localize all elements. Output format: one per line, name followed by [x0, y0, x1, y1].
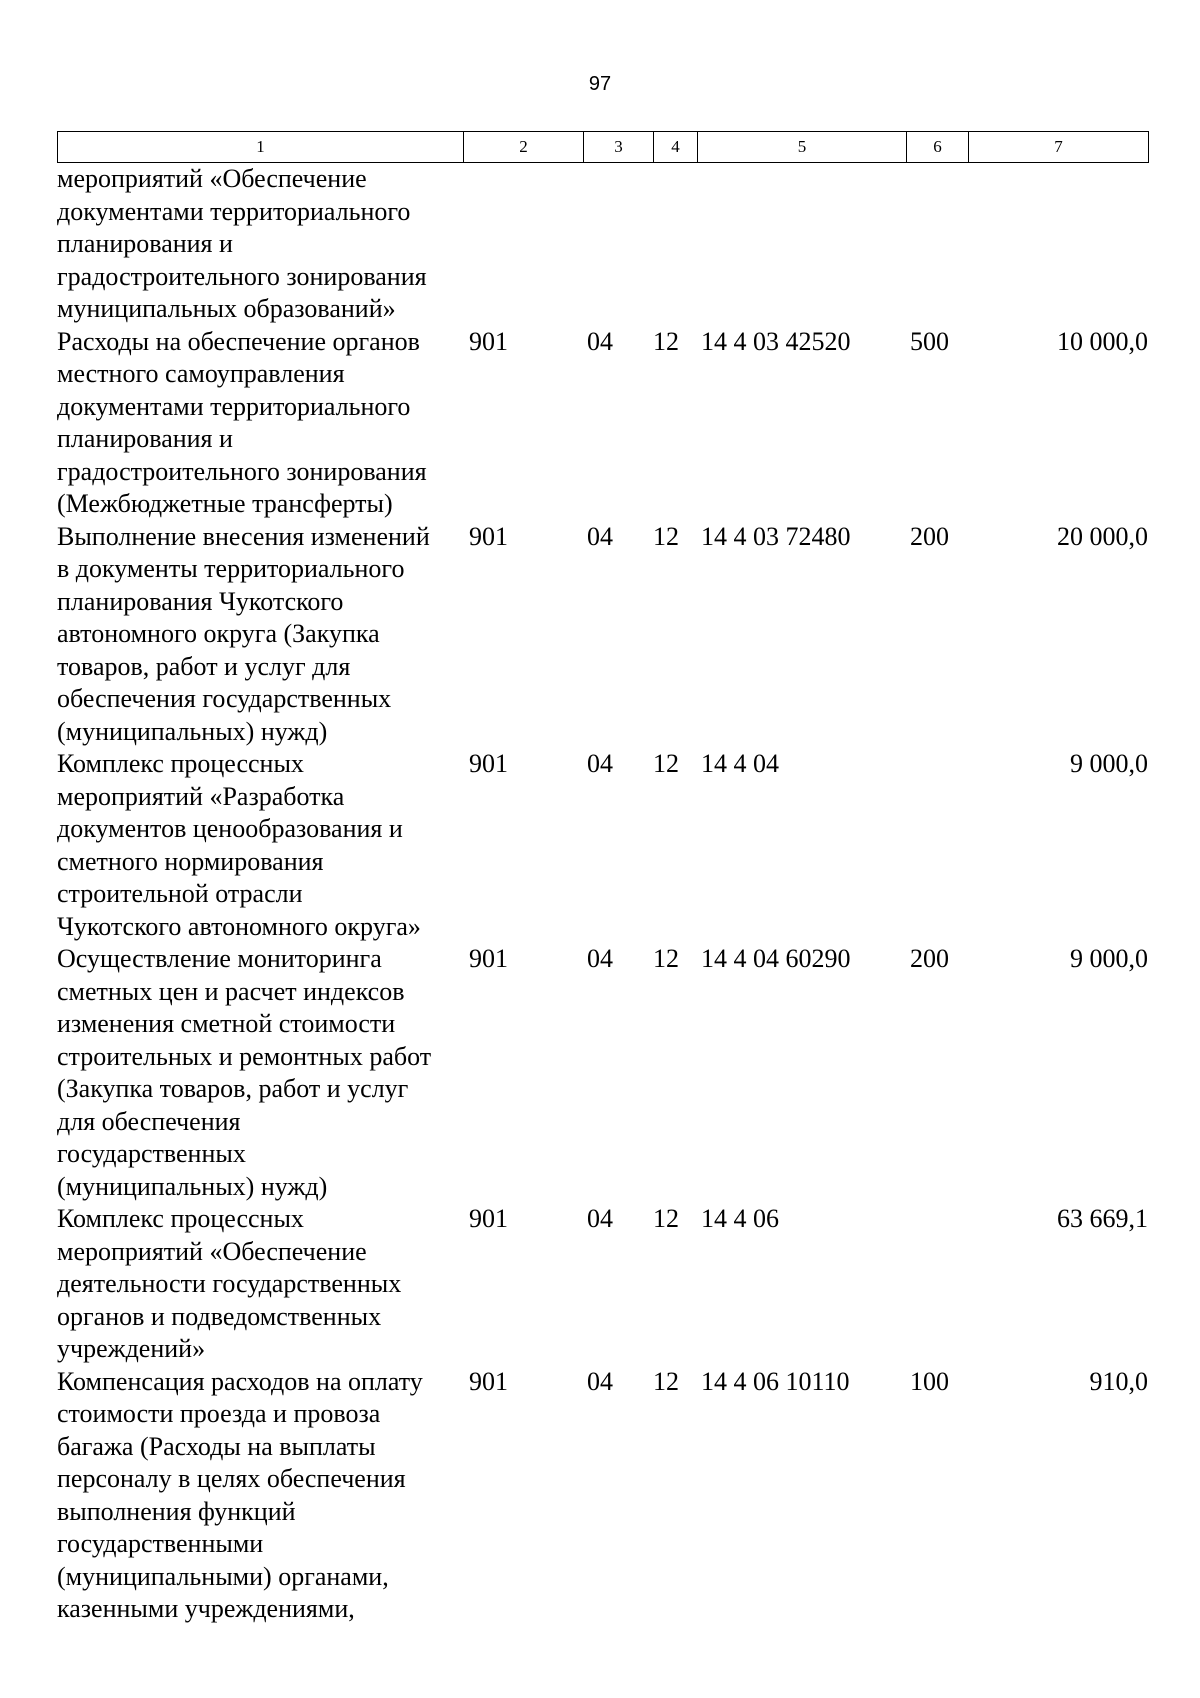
ministry-code: 901 [469, 1204, 508, 1233]
description-line: казенными учреждениями, [57, 1594, 355, 1623]
expense-type-code [906, 163, 968, 326]
target-item-code: 14 4 04 60290 [701, 944, 851, 973]
description-line: документами территориального [57, 196, 411, 226]
column-number: 6 [907, 132, 969, 163]
table-row [57, 1366, 1148, 1626]
description-line: органов и подведомственных [57, 1301, 382, 1331]
amount: 20 000,0 [1057, 521, 1148, 551]
row-description [57, 943, 463, 1203]
target-item-code: 14 4 03 72480 [701, 521, 851, 551]
description-line: планирования и [57, 229, 233, 258]
column-number: 7 [969, 132, 1149, 163]
description-line: стоимости проезда и провоза [57, 1399, 381, 1428]
section-code: 04 [587, 521, 613, 551]
description-line: градостроительного зонирования [57, 261, 427, 291]
table-row [57, 163, 1148, 326]
table-header [57, 131, 1149, 163]
section-code: 04 [587, 1204, 613, 1233]
description-line: муниципальных образований» [57, 294, 396, 323]
description-line: деятельности государственных [57, 1269, 402, 1298]
amount: 9 000,0 [1070, 944, 1148, 973]
section-code [583, 163, 653, 326]
description-line: строительной отрасли [57, 879, 303, 908]
table-row [57, 521, 1148, 749]
description-line: мероприятий «Обеспечение [57, 1236, 367, 1266]
target-item-code: 14 4 06 [701, 1204, 779, 1233]
description-line: Комплекс процессных [57, 749, 304, 778]
budget-table [57, 163, 1148, 1626]
expense-type-code [906, 748, 968, 943]
ministry-code: 901 [469, 521, 508, 551]
description-line: мероприятий «Разработка [57, 781, 345, 811]
subsection-code: 12 [653, 1204, 679, 1233]
description-line: товаров, работ и услуг для [57, 651, 351, 681]
ministry-code: 901 [469, 326, 508, 356]
description-line: Расходы на обеспечение органов [57, 326, 420, 356]
table-row [57, 943, 1148, 1203]
amount: 910,0 [1089, 1366, 1148, 1396]
description-line: планирования и [57, 424, 233, 453]
description-line: выполнения функций [57, 1496, 296, 1526]
section-code: 04 [587, 1366, 613, 1396]
description-line: для обеспечения [57, 1106, 241, 1136]
description-line: сметных цен и расчет индексов [57, 976, 405, 1006]
description-line: Чукотского автономного округа» [57, 911, 421, 941]
description-line: мероприятий «Обеспечение [57, 164, 367, 193]
description-line: документов ценообразования и [57, 814, 403, 843]
amount [968, 163, 1148, 326]
row-description [57, 326, 463, 521]
description-line: документами территориального [57, 391, 411, 421]
section-code: 04 [587, 944, 613, 973]
description-line: (муниципальными) органами, [57, 1561, 389, 1591]
description-line: Осуществление мониторинга [57, 944, 382, 973]
description-line: (Закупка товаров, работ и услуг [57, 1074, 409, 1103]
subsection-code: 12 [653, 1366, 679, 1396]
description-line: изменения сметной стоимости [57, 1009, 396, 1038]
description-line: Выполнение внесения изменений [57, 521, 430, 551]
description-line: учреждений» [57, 1334, 206, 1363]
description-line: государственными [57, 1529, 264, 1558]
target-item-code: 14 4 03 42520 [701, 326, 851, 356]
column-number: 4 [654, 132, 698, 163]
column-number: 5 [698, 132, 907, 163]
amount: 10 000,0 [1057, 326, 1148, 356]
ministry-code: 901 [469, 944, 508, 973]
section-code: 04 [587, 326, 613, 356]
target-item-code [697, 163, 906, 326]
description-line: в документы территориального [57, 554, 405, 583]
expense-type-code [906, 1203, 968, 1366]
description-line: Комплекс процессных [57, 1204, 304, 1233]
column-number: 1 [58, 132, 464, 163]
description-line: багажа (Расходы на выплаты [57, 1431, 376, 1461]
description-line: сметного нормирования [57, 846, 324, 876]
ministry-code: 901 [469, 1366, 508, 1396]
expense-type-code: 100 [910, 1366, 949, 1396]
description-line: обеспечения государственных [57, 684, 392, 713]
description-line: (Межбюджетные трансферты) [57, 489, 393, 518]
row-description [57, 748, 463, 943]
expense-type-code: 200 [910, 944, 949, 973]
expense-type-code: 200 [910, 521, 949, 551]
row-description [57, 1203, 463, 1366]
column-number-row [58, 132, 1149, 163]
target-item-code: 14 4 06 10110 [701, 1366, 850, 1396]
subsection-code: 12 [653, 944, 679, 973]
row-description [57, 521, 463, 749]
column-number: 2 [464, 132, 584, 163]
table-row [57, 326, 1148, 521]
description-line: автономного округа (Закупка [57, 619, 380, 648]
table-row [57, 748, 1148, 943]
amount: 63 669,1 [1057, 1204, 1148, 1233]
description-line: местного самоуправления [57, 359, 345, 388]
description-line: государственных [57, 1139, 246, 1168]
description-line: планирования Чукотского [57, 586, 344, 616]
table-row [57, 1203, 1148, 1366]
description-line: градостроительного зонирования [57, 456, 427, 486]
subsection-code [653, 163, 697, 326]
description-line: персоналу в целях обеспечения [57, 1464, 406, 1493]
row-description [57, 1366, 463, 1626]
description-line: (муниципальных) нужд) [57, 1171, 328, 1201]
subsection-code: 12 [653, 749, 679, 778]
section-code: 04 [587, 749, 613, 778]
description-line: Компенсация расходов на оплату [57, 1366, 423, 1396]
page-number: 97 [588, 73, 612, 95]
subsection-code: 12 [653, 326, 679, 356]
description-line: (муниципальных) нужд) [57, 716, 328, 746]
target-item-code: 14 4 04 [701, 749, 779, 778]
ministry-code: 901 [469, 749, 508, 778]
expense-type-code: 500 [910, 326, 949, 356]
row-description [57, 163, 463, 326]
ministry-code [463, 163, 583, 326]
subsection-code: 12 [653, 521, 679, 551]
column-number: 3 [584, 132, 654, 163]
amount: 9 000,0 [1070, 749, 1148, 778]
description-line: строительных и ремонтных работ [57, 1041, 432, 1071]
